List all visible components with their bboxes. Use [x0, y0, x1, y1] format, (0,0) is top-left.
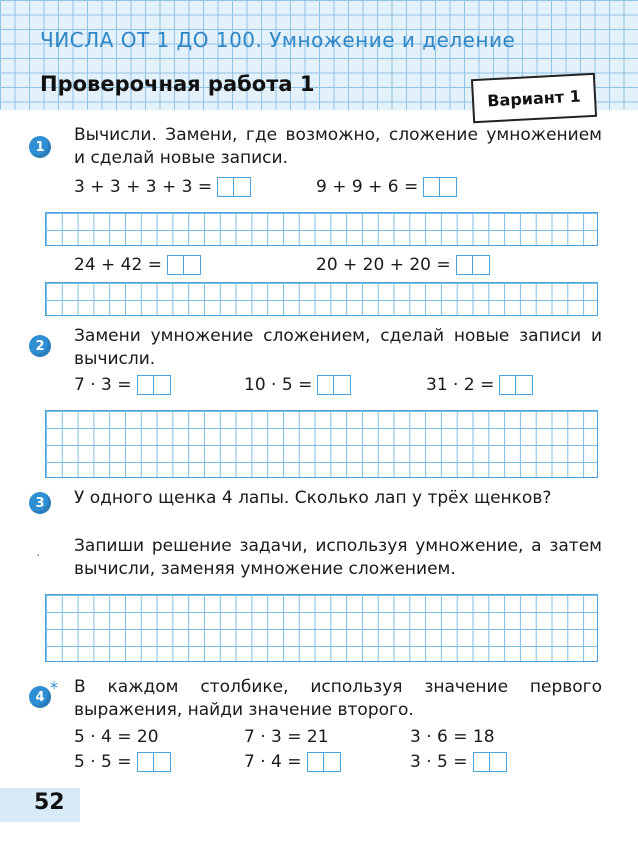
task-4-text: В каждом столбике, используя значение первого выражения, найди значение второго. [74, 677, 602, 720]
task-1-expr-1: 3 + 3 + 3 + 3 = [74, 176, 251, 198]
task-2-expr-1: 7 · 3 = [74, 374, 171, 396]
task-number-3-badge: 3 [29, 492, 51, 514]
task-1-answer-grid-1[interactable] [45, 212, 598, 246]
task-4-col3-expr-1: 3 · 6 = 18 [410, 727, 495, 747]
answer-box[interactable] [473, 752, 507, 772]
answer-box[interactable] [423, 177, 457, 197]
task-4-col2-expr-1: 7 · 3 = 21 [244, 727, 329, 747]
task-1-expr-2: 9 + 9 + 6 = [316, 176, 457, 198]
dot-mark: . [36, 544, 41, 560]
task-4-col1-expr-2: 5 · 5 = [74, 751, 171, 773]
answer-box[interactable] [317, 375, 351, 395]
task-2-text: Замени умножение сложением, сделай новые записи и вычисли. [74, 326, 602, 369]
answer-box[interactable] [456, 255, 490, 275]
task-4-col1-expr-1: 5 · 4 = 20 [74, 727, 159, 747]
task-1-expr-3: 24 + 42 = [74, 254, 201, 276]
task-3-text-2: Запиши решение задачи, используя умножение, а затем вычисли, заменяя умножение сложением. [74, 536, 602, 579]
task-3-text: У одного щенка 4 лапы. Сколько лап у трёх щенков? [74, 488, 552, 508]
task-1-answer-grid-2[interactable] [45, 282, 598, 316]
test-title: Проверочная работа 1 [40, 72, 315, 96]
task-1-expr-4: 20 + 20 + 20 = [316, 254, 490, 276]
task-4-col3-expr-2: 3 · 5 = [410, 751, 507, 773]
task-4-col2-expr-2: 7 · 4 = [244, 751, 341, 773]
task-number-1-badge: 1 [29, 136, 51, 158]
task-number-4-badge: 4 [29, 686, 51, 708]
answer-box[interactable] [499, 375, 533, 395]
task-3-answer-grid[interactable] [45, 594, 598, 662]
task-number-2-badge: 2 [29, 335, 51, 357]
answer-box[interactable] [167, 255, 201, 275]
page-number: 52 [34, 790, 65, 815]
answer-box[interactable] [137, 752, 171, 772]
task-2-expr-3: 31 · 2 = [426, 374, 533, 396]
task-2-expr-2: 10 · 5 = [244, 374, 351, 396]
answer-box[interactable] [137, 375, 171, 395]
star-mark: * [50, 678, 58, 697]
variant-box [471, 73, 597, 123]
task-2-answer-grid[interactable] [45, 410, 598, 478]
variant-label: Вариант 1 [486, 86, 582, 110]
chapter-title: ЧИСЛА ОТ 1 ДО 100. Умножение и деление [40, 28, 516, 52]
task-1-text: Вычисли. Замени, где возможно, сложение умножением и сделай новые записи. [74, 125, 602, 168]
answer-box[interactable] [307, 752, 341, 772]
answer-box[interactable] [217, 177, 251, 197]
